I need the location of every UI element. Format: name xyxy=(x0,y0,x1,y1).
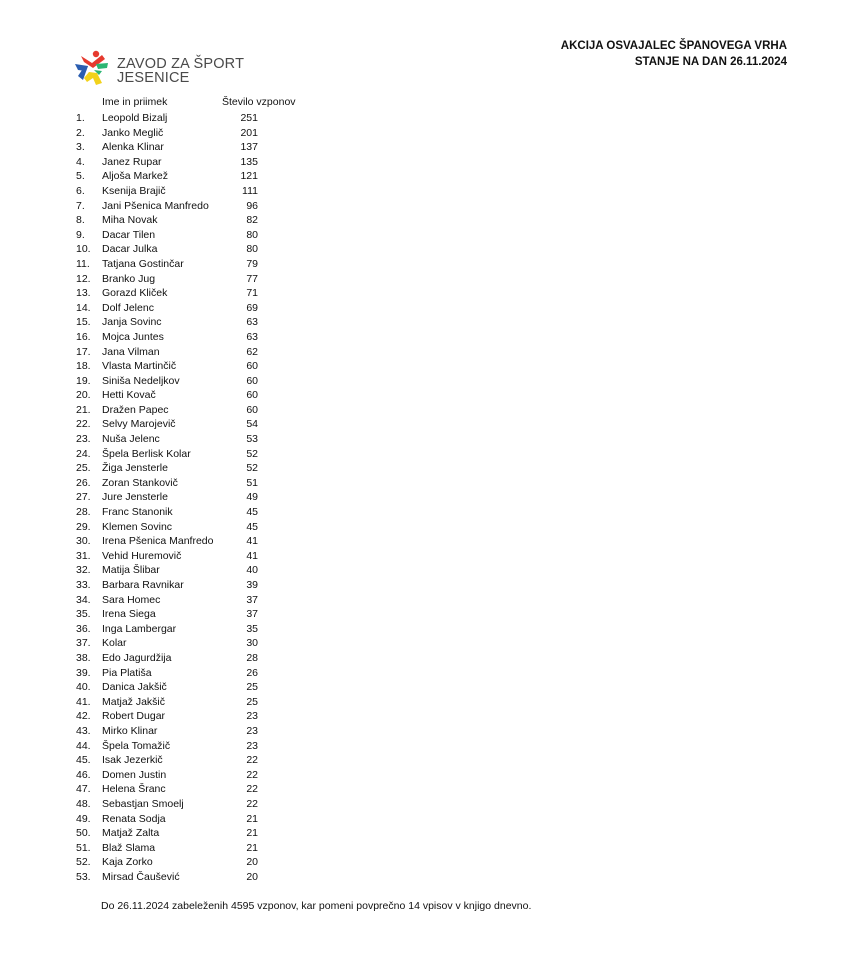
count-cell: 35 xyxy=(246,622,258,635)
count-cell: 23 xyxy=(246,724,258,737)
rank-cell: 26. xyxy=(76,476,91,489)
name-cell: Pia Platiša xyxy=(102,666,152,679)
name-cell: Vlasta Martinčič xyxy=(102,360,177,373)
rank-cell: 21. xyxy=(76,403,91,416)
rank-cell: 22. xyxy=(76,418,91,431)
rank-cell: 32. xyxy=(76,564,91,577)
count-cell: 52 xyxy=(246,462,258,475)
rank-cell: 37. xyxy=(76,637,91,650)
count-cell: 40 xyxy=(246,564,258,577)
name-cell: Sebastjan Smoelj xyxy=(102,797,184,810)
name-cell: Mojca Juntes xyxy=(102,330,164,343)
name-cell: Janez Rupar xyxy=(102,155,162,168)
rank-cell: 48. xyxy=(76,797,91,810)
name-cell: Mirko Klinar xyxy=(102,724,158,737)
rank-cell: 4. xyxy=(76,155,85,168)
running-figure-logo-icon xyxy=(72,50,112,86)
rank-cell: 19. xyxy=(76,374,91,387)
rank-cell: 2. xyxy=(76,126,85,139)
name-cell: Leopold Bizalj xyxy=(102,112,168,124)
rank-cell: 28. xyxy=(76,506,91,519)
name-cell: Dacar Julka xyxy=(102,243,158,256)
count-cell: 82 xyxy=(246,214,258,227)
name-cell: Vehid Huremovič xyxy=(102,549,182,562)
rank-cell: 52. xyxy=(76,856,91,869)
name-cell: Špela Berlisk Kolar xyxy=(102,447,191,460)
rank-cell: 42. xyxy=(76,710,91,723)
name-cell: Blaž Slama xyxy=(102,841,156,854)
rank-cell: 33. xyxy=(76,579,91,591)
document-title xyxy=(561,38,787,70)
count-cell: 111 xyxy=(242,184,258,197)
count-cell: 62 xyxy=(246,345,258,358)
organization-logo-text xyxy=(117,57,244,85)
rank-cell: 47. xyxy=(76,783,91,796)
rank-cell: 14. xyxy=(76,301,91,314)
column-header-name: Ime in priimek xyxy=(102,96,168,108)
name-cell: Janko Meglič xyxy=(102,126,164,139)
count-cell: 121 xyxy=(240,170,258,183)
name-cell: Zoran Stankovič xyxy=(102,476,178,489)
rank-cell: 3. xyxy=(76,141,85,154)
count-cell: 77 xyxy=(246,272,258,285)
count-cell: 23 xyxy=(246,710,258,723)
count-cell: 63 xyxy=(246,330,258,343)
rank-cell: 12. xyxy=(76,272,91,285)
name-cell: Franc Stanonik xyxy=(102,506,173,519)
name-cell: Selvy Marojevič xyxy=(102,418,176,431)
rank-cell: 5. xyxy=(76,170,85,183)
rank-cell: 44. xyxy=(76,739,91,752)
name-cell: Jani Pšenica Manfredo xyxy=(102,199,209,212)
count-cell: 45 xyxy=(246,506,258,519)
name-cell: Helena Šranc xyxy=(102,783,166,796)
rank-cell: 31. xyxy=(76,549,91,562)
rank-cell: 6. xyxy=(76,184,85,197)
rank-cell: 8. xyxy=(76,214,85,227)
count-cell: 22 xyxy=(246,797,258,810)
name-cell: Jure Jensterle xyxy=(102,491,168,504)
column-header-count: Število vzponov xyxy=(222,96,296,108)
rank-cell: 15. xyxy=(76,316,91,329)
count-cell: 96 xyxy=(246,199,258,212)
count-cell: 25 xyxy=(246,681,258,694)
name-cell: Tatjana Gostinčar xyxy=(102,257,184,270)
rank-cell: 41. xyxy=(76,695,91,708)
name-cell: Matija Šlibar xyxy=(102,564,160,577)
name-cell: Klemen Sovinc xyxy=(102,520,173,533)
name-cell: Sara Homec xyxy=(102,593,161,606)
name-cell: Špela Tomažič xyxy=(102,739,171,752)
rank-cell: 1. xyxy=(76,112,85,124)
rank-cell: 10. xyxy=(76,243,91,256)
count-cell: 53 xyxy=(246,433,258,446)
rank-cell: 34. xyxy=(76,593,91,606)
name-cell: Inga Lambergar xyxy=(102,622,177,635)
rank-cell: 36. xyxy=(76,622,91,635)
name-cell: Ksenija Brajič xyxy=(102,184,166,197)
name-cell: Dacar Tilen xyxy=(102,228,156,241)
name-cell: Hetti Kovač xyxy=(102,389,156,402)
count-cell: 26 xyxy=(246,666,258,679)
rank-cell: 43. xyxy=(76,724,91,737)
name-cell: Irena Siega xyxy=(102,608,156,621)
count-cell: 41 xyxy=(246,549,258,562)
count-cell: 251 xyxy=(240,112,258,124)
rank-cell: 53. xyxy=(76,870,91,883)
count-cell: 63 xyxy=(246,316,258,329)
name-cell: Kolar xyxy=(102,637,127,650)
count-cell: 80 xyxy=(246,243,258,256)
count-cell: 22 xyxy=(246,783,258,796)
logo-line-1: ZAVOD ZA ŠPORT xyxy=(117,56,245,72)
name-cell: Branko Jug xyxy=(102,272,156,285)
rank-cell: 25. xyxy=(76,462,91,475)
rank-cell: 20. xyxy=(76,389,91,402)
name-cell: Dražen Papec xyxy=(102,403,169,416)
count-cell: 71 xyxy=(246,287,258,300)
name-cell: Isak Jezerkič xyxy=(102,754,163,767)
count-cell: 21 xyxy=(246,812,258,825)
count-cell: 21 xyxy=(246,827,258,840)
count-cell: 52 xyxy=(246,447,258,460)
count-cell: 30 xyxy=(246,637,258,650)
rank-cell: 18. xyxy=(76,360,91,373)
count-cell: 51 xyxy=(246,476,258,489)
rank-cell: 51. xyxy=(76,841,91,854)
name-cell: Mirsad Čaušević xyxy=(102,870,180,883)
count-cell: 49 xyxy=(246,491,258,504)
logo-line-2: JESENICE xyxy=(117,70,190,86)
count-cell: 23 xyxy=(246,739,258,752)
rank-cell: 11. xyxy=(76,257,90,270)
count-cell: 80 xyxy=(246,228,258,241)
count-cell: 20 xyxy=(246,856,258,869)
rank-cell: 27. xyxy=(76,491,91,504)
rank-cell: 50. xyxy=(76,827,91,840)
count-cell: 137 xyxy=(240,141,258,154)
count-cell: 45 xyxy=(246,520,258,533)
name-cell: Matjaž Zalta xyxy=(102,827,160,840)
name-cell: Robert Dugar xyxy=(102,710,166,723)
rank-cell: 24. xyxy=(76,447,91,460)
name-cell: Janja Sovinc xyxy=(102,316,162,329)
count-cell: 25 xyxy=(246,695,258,708)
rank-cell: 23. xyxy=(76,433,91,446)
name-cell: Renata Sodja xyxy=(102,812,166,825)
name-cell: Barbara Ravnikar xyxy=(102,579,184,591)
name-cell: Žiga Jensterle xyxy=(102,462,168,475)
count-cell: 37 xyxy=(246,593,258,606)
name-cell: Jana Vilman xyxy=(102,345,160,358)
count-cell: 37 xyxy=(246,608,258,621)
rank-cell: 7. xyxy=(76,199,85,212)
count-cell: 28 xyxy=(246,651,258,664)
name-cell: Danica Jakšič xyxy=(102,681,167,694)
count-cell: 60 xyxy=(246,374,258,387)
count-cell: 79 xyxy=(246,257,258,270)
name-cell: Edo Jagurdžija xyxy=(102,651,172,664)
name-cell: Miha Novak xyxy=(102,214,158,227)
name-cell: Domen Justin xyxy=(102,768,167,781)
rank-cell: 45. xyxy=(76,754,91,767)
count-cell: 60 xyxy=(246,360,258,373)
count-cell: 20 xyxy=(246,870,258,883)
rank-cell: 29. xyxy=(76,520,91,533)
rank-cell: 9. xyxy=(76,228,85,241)
rank-cell: 30. xyxy=(76,535,91,548)
summary-note: Do 26.11.2024 zabeleženih 4595 vzponov, kar pomeni povprečno 14 vpisov v knjigo dnevno. xyxy=(101,900,532,912)
count-cell: 39 xyxy=(246,579,258,591)
name-cell: Dolf Jelenc xyxy=(102,301,154,314)
title-line-2: STANJE NA DAN 26.11.2024 xyxy=(634,56,787,68)
rank-cell: 40. xyxy=(76,681,91,694)
rank-cell: 39. xyxy=(76,666,91,679)
name-cell: Siniša Nedeljkov xyxy=(102,374,180,387)
name-cell: Irena Pšenica Manfredo xyxy=(102,535,214,548)
name-cell: Nuša Jelenc xyxy=(102,433,160,446)
rank-cell: 35. xyxy=(76,608,91,621)
name-cell: Matjaž Jakšič xyxy=(102,695,166,708)
count-cell: 60 xyxy=(246,403,258,416)
rank-cell: 13. xyxy=(76,287,91,300)
title-line-1: AKCIJA OSVAJALEC ŠPANOVEGA VRHA xyxy=(560,40,787,52)
count-cell: 135 xyxy=(240,155,258,168)
count-cell: 54 xyxy=(246,418,258,431)
count-cell: 69 xyxy=(246,301,258,314)
name-cell: Gorazd Kliček xyxy=(102,287,168,300)
rank-cell: 38. xyxy=(76,651,91,664)
name-cell: Kaja Zorko xyxy=(102,856,153,869)
count-cell: 201 xyxy=(240,126,258,139)
count-cell: 41 xyxy=(246,535,258,548)
rank-cell: 16. xyxy=(76,330,91,343)
count-cell: 21 xyxy=(246,841,258,854)
name-cell: Aljoša Markež xyxy=(102,170,168,183)
count-cell: 60 xyxy=(246,389,258,402)
count-cell: 22 xyxy=(246,768,258,781)
rank-cell: 17. xyxy=(76,345,91,358)
count-cell: 22 xyxy=(246,754,258,767)
rank-cell: 46. xyxy=(76,768,91,781)
rank-cell: 49. xyxy=(76,812,91,825)
name-cell: Alenka Klinar xyxy=(102,141,164,154)
